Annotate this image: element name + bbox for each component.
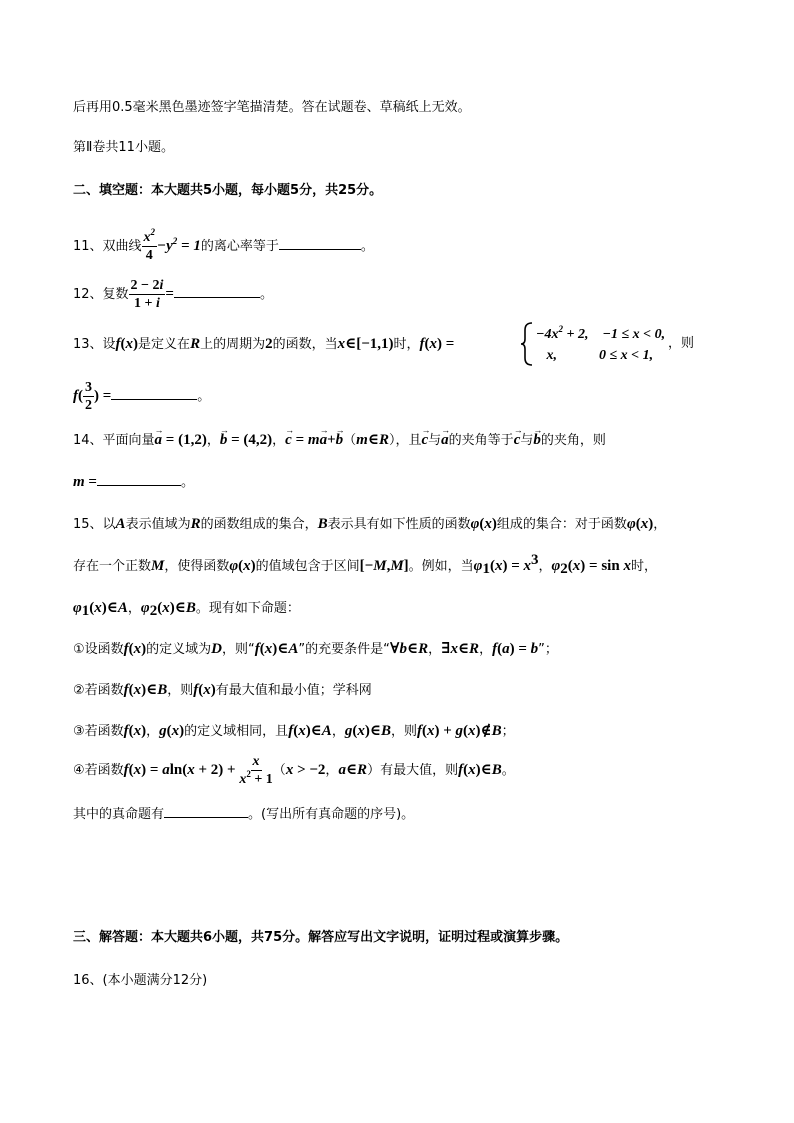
section-3-title: 三、解答题：本大题共6小题，共75分。解答应写出文字说明，证明过程或演算步骤。 [73,930,569,945]
section-3-heading [73,929,568,947]
q15-end-t2: 。(写出所有真命题的序号)。 [248,807,415,822]
section-2-title: 二、填空题：本大题共5小题，每小题5分，共25分。 [73,183,383,198]
p4-t3: 。 [501,763,515,778]
question-15-line2: 存在一个正数M，使得函数φ(x)的值域包含于区间[−M,M]。例如，当$\varphi_1(x) = x^3$，$\varphi_2(x) = \sin x$时， [73,552,657,577]
question-15-line3: $\varphi_1(x)\in A$，$\varphi_2(x)\in B$。现有如下命题： [73,600,300,619]
q15-t2: 表示值域为 [125,517,191,532]
answer-blank-12[interactable] [174,285,260,298]
q13-t5: 时， [393,337,420,352]
q14-t2: ，且 [395,433,422,448]
volume-note [73,139,174,157]
question-12: 12、复数 $\frac{2 - 2i}{1 + i}$ = 。 [73,278,273,311]
q14-t3: 与 [428,433,442,448]
q13-t3: 上的周期为 [200,337,266,352]
q15-t11: 。现有如下命题： [195,601,300,616]
answer-blank-11[interactable] [279,237,361,250]
complex-fraction: $\frac{2 - 2i}{1 + i}$ [130,278,164,311]
p2-t3: 有最大值和最小值；学科网 [215,683,372,698]
p3-t1: ③若函数 [73,724,124,739]
case-2: x, 0 ≤ x < 1, [536,348,654,363]
p4-t1: ④若函数 [73,763,124,778]
answer-blank-13[interactable] [111,387,197,400]
question-13-cont: f( $\frac{3}{2}$ ) = 。 [73,380,211,413]
q16-title: 16、(本小题满分12分) [73,973,208,988]
three-halves: $\frac{3}{2}$ [85,380,92,413]
question-13: 13、设f(x)是定义在R上的周期为2的函数，当x∈[−1,1)时，f(x) = [73,336,455,352]
q15-t7: ，使得函数 [164,559,230,574]
q13-t4: 的函数，当 [272,337,338,352]
answer-blank-14[interactable] [97,473,181,486]
p1-t1: ①设函数 [73,642,124,657]
answer-blank-15[interactable] [164,805,248,818]
q15-t6: 存在一个正数 [73,559,152,574]
p3-t4: ； [501,724,515,739]
piecewise-brace [520,322,534,366]
case-1: $-4x^2 + 2$, −1 ≤ x < 0, [536,324,666,342]
q14-t4: 的夹角等于 [448,433,514,448]
q11-prefix: 11、双曲线 [73,239,142,254]
q13-t1: 13、设 [73,337,116,352]
question-15-end [73,805,414,824]
q15-t5: 组成的集合：对于函数 [496,517,627,532]
volume-note-text: 第Ⅱ卷共11小题。 [73,140,174,155]
section-2-heading [73,182,382,200]
instruction-line [73,99,471,117]
question-11: 11、双曲线 $\frac{x^2}{4}$ $-y^2 = 1$的离心率等于 。 [73,227,374,263]
q15-t8: 的值域包含于区间 [255,559,360,574]
proposition-2: ②若函数f(x)∈B，则f(x)有最大值和最小值；学科网 [73,682,372,698]
piecewise-cases [536,324,665,366]
q15-t10: 时， [630,559,657,574]
p4-fraction: $\frac{x}{x^2 + 1}$ [239,754,273,787]
proposition-4: ④若函数f(x) = aln(x + 2) + $\frac{x}{x^2 + 1}$ （x > −2，a∈R）有最大值，则f(x)∈B。 [73,754,515,787]
q14-t1: 14、平面向量 [73,433,155,448]
question-15: 15、以A表示值域为R的函数组成的集合，B表示具有如下性质的函数φ(x)组成的集合：对于函数φ(x)， [73,516,667,532]
q11-formula: $-y^2 = 1$ [157,236,201,254]
q11-suffix: 的离心率等于 [200,239,279,254]
p1-t2: 的定义域为 [146,642,212,657]
q12-prefix: 12、复数 [73,287,129,302]
p4-t2: 有最大值，则 [380,763,459,778]
p2-t2: ，则 [167,683,194,698]
instruction-text: 后再用0.5毫米黑色墨迹签字笔描清楚。答在试题卷、草稿纸上无效。 [73,100,471,115]
q15-t4: 表示具有如下性质的函数 [327,517,471,532]
q15-t3: 的函数组成的集合， [200,517,318,532]
q13-then-text: ，则 [668,336,695,351]
proposition-3: ③若函数f(x)，g(x)的定义域相同，且f(x)∈A，g(x)∈B，则f(x) + g(x)∉B； [73,723,515,739]
p3-t2: 的定义域相同，且 [184,724,289,739]
hyperbola-fraction: $\frac{x^2}{4}$ [143,227,156,263]
proposition-1: ①设函数f(x)的定义域为D，则“f(x)∈A”的充要条件是“∀b∈R，∃x∈R，f(a) = b”； [73,641,558,657]
q14-t5: 的夹角，则 [540,433,606,448]
q15-t1: 15、以 [73,517,116,532]
p1-t3: ，则“ [222,642,255,657]
q13-t2: 是定义在 [138,337,191,352]
question-14: 14、平面向量→ a = (1,2)，→ b = (4,2)，→ c = m→ a+→ b（m∈R），且→ c与→ a的夹角等于→ c与→ b的夹角，则 [73,431,606,450]
question-16 [73,972,207,990]
p1-t4: ”的充要条件是“ [298,642,390,657]
p2-t1: ②若函数 [73,683,124,698]
q13-then [668,335,694,353]
p1-t5: ”； [538,642,558,657]
question-14-cont: m = 。 [73,474,194,490]
q15-end-t1: 其中的真命题有 [73,807,165,822]
q15-t9: 。例如，当 [408,559,474,574]
p3-t3: ，则 [390,724,417,739]
